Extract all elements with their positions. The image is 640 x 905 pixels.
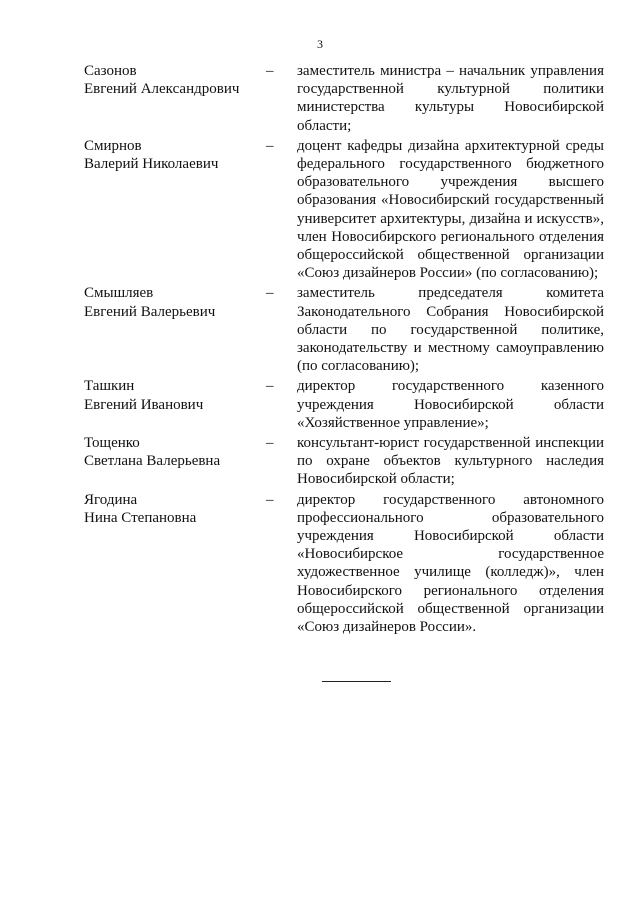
member-list — [84, 62, 604, 638]
member-given-names: Евгений Иванович — [84, 396, 204, 413]
member-name — [84, 137, 266, 283]
member-role: директор государственного автономного профессионального образовательного учреждения Новосибирской области «Новосибирское государственное художественное училище (колледж)», член Новосибирского регионального отделения общероссийской общественной организации «Союз дизайнеров России». — [297, 491, 604, 636]
member-surname: Смышляев — [84, 285, 154, 302]
dash-separator: – — [266, 435, 274, 452]
member-given-names: Светлана Валерьевна — [84, 453, 221, 470]
member-name — [84, 284, 266, 375]
member-role: консультант-юрист государственной инспекции по охране объектов культурного наследия Новосибирской области; — [297, 435, 604, 488]
member-given-names: Валерий Николаевич — [84, 156, 219, 173]
member-entry — [84, 434, 604, 489]
page-number: 3 — [317, 37, 323, 51]
dash-separator: – — [266, 63, 274, 79]
member-entry — [84, 377, 604, 432]
member-entry — [84, 284, 604, 375]
member-name — [84, 62, 266, 135]
member-name — [84, 491, 266, 637]
member-name — [84, 377, 266, 432]
member-role: заместитель председателя комитета Законодательного Собрания Новосибирской области по государственной политике, законодательству и местному самоуправлению (по согласованию); — [297, 285, 604, 375]
member-role: заместитель министра – начальник управления государственной культурной политики министерства культуры Новосибирской области; — [297, 63, 604, 134]
member-role: директор государственного казенного учреждения Новосибирской области «Хозяйственное управление»; — [297, 378, 604, 431]
member-surname: Тощенко — [84, 435, 140, 452]
end-divider-line — [322, 681, 391, 682]
member-given-names: Евгений Валерьевич — [84, 303, 216, 320]
member-role: доцент кафедры дизайна архитектурной среды федерального государственного бюджетного образовательного учреждения высшего образования «Новосибирский государственный университет архитектуры, дизайна и искусств», член Новосибирского регионального отделения общероссийской общественной организации «Союз дизайнеров России» (по согласованию); — [297, 137, 604, 282]
dash-separator: – — [266, 491, 274, 508]
member-given-names: Нина Степановна — [84, 509, 197, 526]
member-surname: Сазонов — [84, 63, 137, 79]
member-entry — [84, 137, 604, 283]
dash-separator: – — [266, 285, 274, 302]
member-given-names: Евгений Александрович — [84, 81, 240, 98]
member-surname: Ташкин — [84, 378, 135, 395]
dash-separator: – — [266, 137, 274, 154]
member-surname: Смирнов — [84, 137, 142, 154]
member-name — [84, 434, 266, 489]
member-surname: Ягодина — [84, 491, 138, 508]
member-entry — [84, 62, 604, 135]
member-entry — [84, 491, 604, 637]
dash-separator: – — [266, 378, 274, 395]
